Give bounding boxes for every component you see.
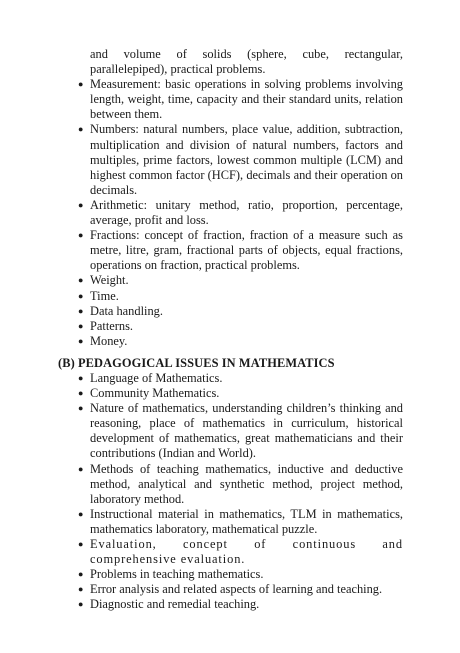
list-item [78,318,403,334]
list-item [78,273,403,288]
list-item [78,461,403,507]
list-item [78,197,403,228]
list-item [78,567,403,582]
list-item-text: Measurement: basic operations in solving problems involving length, weight, time, capacity and their standard units, relation between them. [90,77,403,122]
bullet-icon: ● [78,463,84,474]
list-item-text: Fractions: concept of fraction, fraction of a measure such as metre, litre, gram, fractional parts of objects, equal fractions, operations on fraction, practical problems. [90,228,403,273]
list-item-text: Community Mathematics. [90,386,220,401]
list-item-text: Weight. [90,273,129,288]
list-item-text: Instructional material in mathematics, TLM in mathematics, mathematics laboratory, mathematical puzzle. [90,506,403,536]
list-item-text: Diagnostic and remedial teaching. [90,597,260,612]
bullet-icon: ● [78,539,85,549]
bullet-icon: ● [78,305,84,316]
list-item-text: Nature of mathematics, understanding children’s thinking and reasoning, place of mathematics in curriculum, historical development of mathematics, great mathematicians and their contributions (Indian and World). [90,401,403,461]
bullet-icon: ● [78,199,84,210]
bullet-icon: ● [78,388,84,399]
bullet-icon: ● [78,124,84,135]
list-item-text: Methods of teaching mathematics, inductive and deductive method, analytical and synthetic method, project method, laboratory method. [90,461,403,506]
list-item-text: Error analysis and related aspects of learning and teaching. [90,582,383,597]
list-item [78,386,403,401]
list-item-text: Problems in teaching mathematics. [90,567,264,582]
list-item [78,401,403,461]
list-item [78,303,403,319]
list-item [78,333,403,349]
list-item [78,506,403,537]
bullet-icon: ● [78,372,84,383]
bullet-icon: ● [78,599,84,610]
bullet-icon: ● [78,335,84,346]
bullet-icon: ● [78,584,84,595]
list-item [78,597,403,612]
section-a-list [58,77,403,349]
list-item [78,77,403,122]
list-item [78,288,403,304]
list-item-text: Money. [90,333,128,348]
bullet-icon: ● [78,230,84,241]
bullet-icon: ● [78,290,84,301]
bullet-icon: ● [78,320,84,331]
section-b-heading: (B) PEDAGOGICAL ISSUES IN MATHEMATICS [58,355,335,370]
list-item-text: Language of Mathematics. [90,370,223,385]
bullet-icon: ● [78,508,84,519]
list-item [78,537,403,567]
continuation-text: and volume of solids (sphere, cube, rectangular, parallelepiped), practical problems. [90,47,403,77]
list-item [78,370,403,386]
list-item-text: Time. [90,288,119,303]
bullet-icon: ● [78,275,84,286]
section-b-list [58,371,403,613]
list-item-text: Arithmetic: unitary method, ratio, proportion, percentage, average, profit and loss. [90,197,403,228]
bullet-icon: ● [78,569,84,580]
syllabus-page [58,47,403,612]
list-item [78,228,403,273]
list-item [78,122,403,197]
list-item [78,582,403,597]
bullet-icon: ● [78,79,84,90]
bullet-icon: ● [78,403,84,414]
list-item-text: Evaluation, concept of continuous and comprehensive evaluation. [90,537,403,567]
list-item-text: Numbers: natural numbers, place value, addition, subtraction, multiplication and division of natural numbers, factors and multiples, prime factors, lowest common multiple (LCM) and highest common factor (HCF), decimals and their operation on decimals. [90,122,403,197]
list-item-text: Patterns. [90,318,134,333]
list-item-text: Data handling. [90,303,163,318]
